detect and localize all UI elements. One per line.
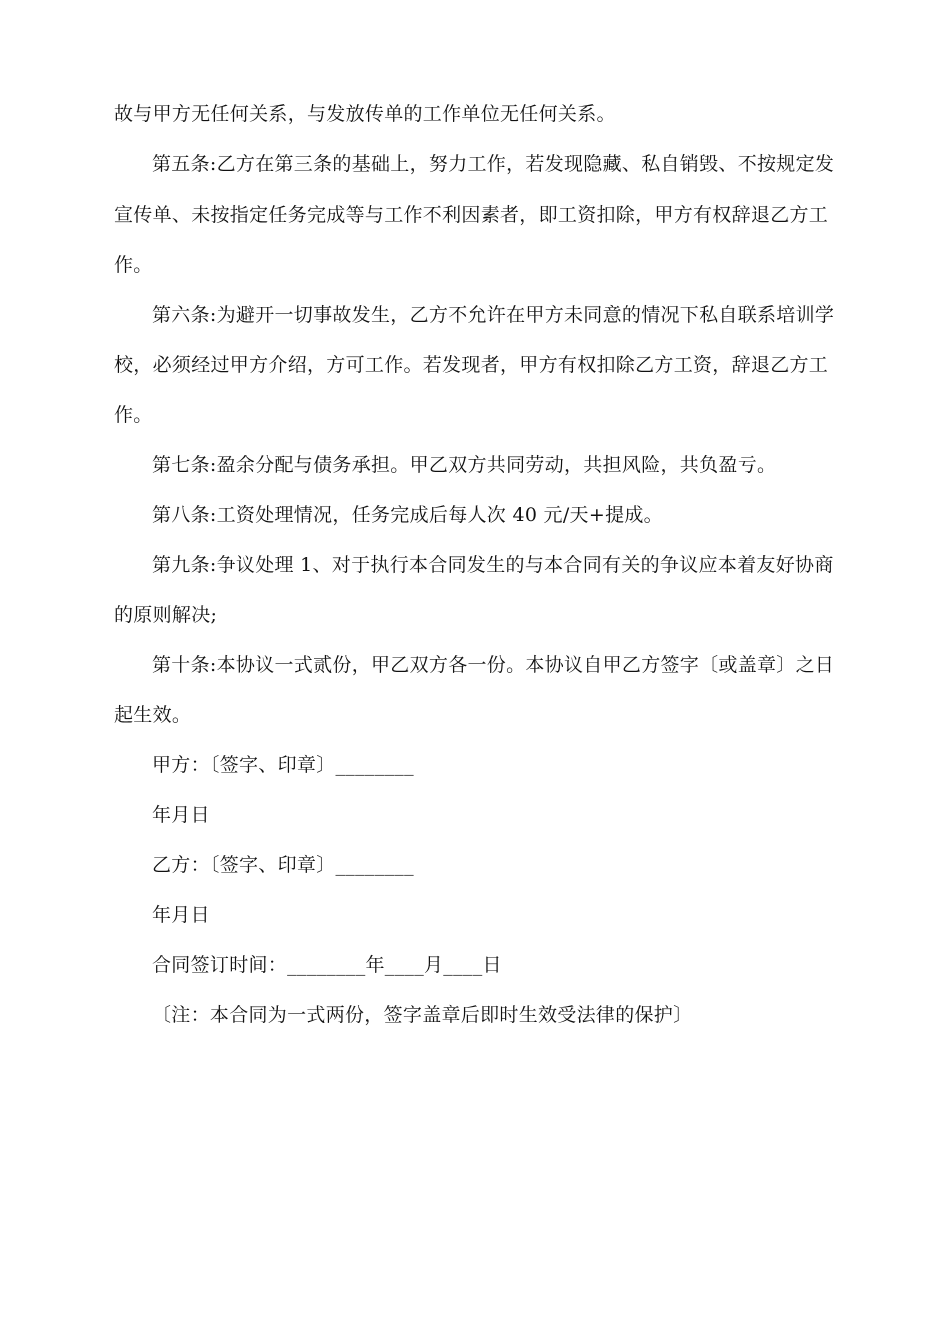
contract-note: 〔注：本合同为一式两份，签字盖章后即时生效受法律的保护〕: [152, 1004, 693, 1026]
clause-9-line-2: 的原则解决;: [114, 604, 218, 626]
clause-6-line-2: 校，必须经过甲方介绍，方可工作。若发现者，甲方有权扣除乙方工资，辞退乙方工: [114, 354, 829, 376]
clause-10-line-1: 第十条:本协议一式贰份，甲乙双方各一份。本协议自甲乙方签字〔或盖章〕之日: [152, 654, 835, 676]
clause-5-line-3: 作。: [114, 254, 153, 276]
party-b-signature: 乙方：〔签字、印章〕________: [152, 854, 414, 876]
clause-9-line-1: 第九条:争议处理 1、对于执行本合同发生的与本合同有关的争议应本着友好协商: [152, 554, 834, 576]
clause-5-line-1: 第五条:乙方在第三条的基础上，努力工作，若发现隐藏、私自销毁、不按规定发: [152, 153, 835, 175]
party-a-signature: 甲方：〔签字、印章〕________: [152, 754, 414, 776]
clause-6-line-1: 第六条:为避开一切事故发生，乙方不允许在甲方未同意的情况下私自联系培训学: [152, 304, 835, 326]
party-a-date: 年月日: [152, 804, 210, 826]
clause-6-line-3: 作。: [114, 404, 153, 426]
party-b-date: 年月日: [152, 904, 210, 926]
contract-signing-date: 合同签订时间：________年____月____日: [152, 954, 502, 976]
clause-10-line-2: 起生效。: [114, 704, 192, 726]
clause-7: 第七条:盈余分配与债务承担。甲乙双方共同劳动，共担风险，共负盈亏。: [152, 454, 777, 476]
clause-5-line-2: 宣传单、未按指定任务完成等与工作不利因素者，即工资扣除，甲方有权辞退乙方工: [114, 204, 829, 226]
text-line-1: 故与甲方无任何关系，与发放传单的工作单位无任何关系。: [114, 103, 616, 125]
clause-8: 第八条:工资处理情况，任务完成后每人次 40 元/天+提成。: [152, 504, 663, 526]
